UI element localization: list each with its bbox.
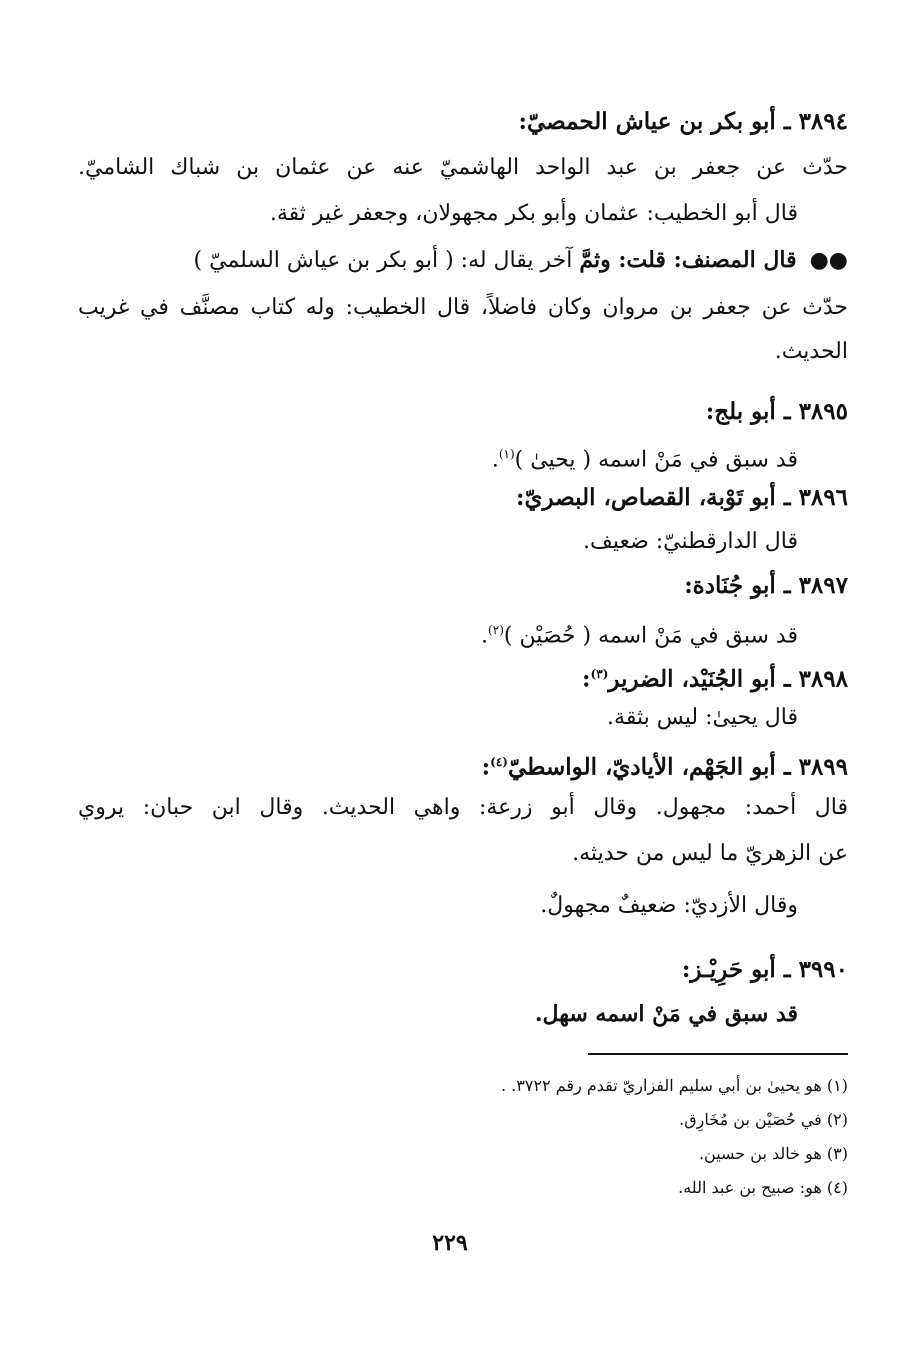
author-note-line-3: الحديث. [774, 339, 848, 364]
entry-3895-tail: . [491, 447, 499, 473]
footnote-separator [588, 1053, 848, 1055]
author-note-text: آخر يقال له: ( أبو بكر بن عياش السلميّ ) [193, 248, 573, 273]
entry-3897-heading: ٣٨٩٧ ـ أبو جُنَادة: [684, 572, 848, 599]
entry-3899-line-1: قال أحمد: مجهول. وقال أبو زرعة: واهي الحديث. وقال ابن حبان: يروي [78, 795, 848, 820]
entry-3897-text [118, 610, 798, 656]
footnote-4: (٤) هو: صبيح بن عبد الله. [678, 1178, 848, 1197]
footnote-ref-4: (٤) [490, 755, 508, 769]
entry-3898-text: قال يحيىٰ: ليس بثقة. [607, 705, 798, 730]
entry-3894-heading: ٣٨٩٤ ـ أبو بكر بن عياش الحمصيّ: [518, 108, 848, 135]
entry-3990-text: قد سبق في مَنْ اسمه سهل. [534, 1001, 798, 1027]
entry-3899-line-2: عن الزهريّ ما ليس من حديثه. [572, 841, 848, 866]
author-note-line-2: حدّث عن جعفر بن مروان وكان فاضلاً، قال الخطيب: وله كتاب مصنَّف في غريب [78, 295, 848, 320]
entry-3894-line-2: قال أبو الخطيب: عثمان وأبو بكر مجهولان، وجعفر غير ثقة. [269, 201, 798, 226]
entry-3898-heading [128, 654, 848, 700]
footnote-3: (٣) هو خالد بن حسين. [698, 1144, 848, 1163]
entry-3894-line-1: حدّث عن جعفر بن عبد الواحد الهاشميّ عنه عن عثمان بن شباك الشاميّ. [78, 155, 848, 180]
entry-3899-line-3: وقال الأزديّ: ضعيفٌ مجهولٌ. [540, 893, 798, 918]
author-note-line-1 [108, 240, 848, 281]
author-note-lead: قال المصنف: قلت: وثمَّ [579, 247, 797, 273]
entry-3899-heading [128, 742, 848, 788]
footnote-ref-3: (٣) [590, 667, 609, 681]
entry-3990-heading: ٣٩٩٠ ـ أبو حَرِيْـز: [681, 956, 848, 983]
footnote-1: (١) هو يحيىٰ بن أبي سليم الفزاريّ تقدم رقم ٣٧٢٢. . [500, 1076, 848, 1095]
entry-3899-title: ٣٨٩٩ ـ أبو الجَهْم، الأياديّ، الواسطيّ [507, 753, 848, 781]
entry-3897-body: قد سبق في مَنْ اسمه ( حُصَيْن ) [503, 623, 798, 649]
footnote-ref-2: (٢) [488, 623, 504, 637]
footnote-2: (٢) في حُصَيْن بن مُخَارِق. [679, 1110, 848, 1129]
entry-3895-heading: ٣٨٩٥ ـ أبو بلج: [705, 398, 848, 425]
entry-3897-tail: . [481, 623, 489, 649]
footnote-ref-1: (١) [498, 447, 515, 461]
entry-3895-body: قد سبق في مَنْ اسمه ( يحيىٰ ) [514, 447, 798, 473]
entry-3896-heading: ٣٨٩٦ ـ أبو تَوْبة، القصاص، البصريّ: [516, 484, 848, 511]
page-number: ٢٢٩ [432, 1230, 468, 1256]
bullet-icon: ●● [809, 247, 848, 273]
entry-3898-title: ٣٨٩٨ ـ أبو الجُنَيْد، الضرير [608, 665, 848, 693]
entry-3895-text [118, 434, 798, 480]
entry-3898-colon: : [582, 665, 591, 693]
entry-3899-colon: : [481, 753, 491, 781]
entry-3896-text: قال الدارقطنيّ: ضعيف. [583, 529, 798, 554]
